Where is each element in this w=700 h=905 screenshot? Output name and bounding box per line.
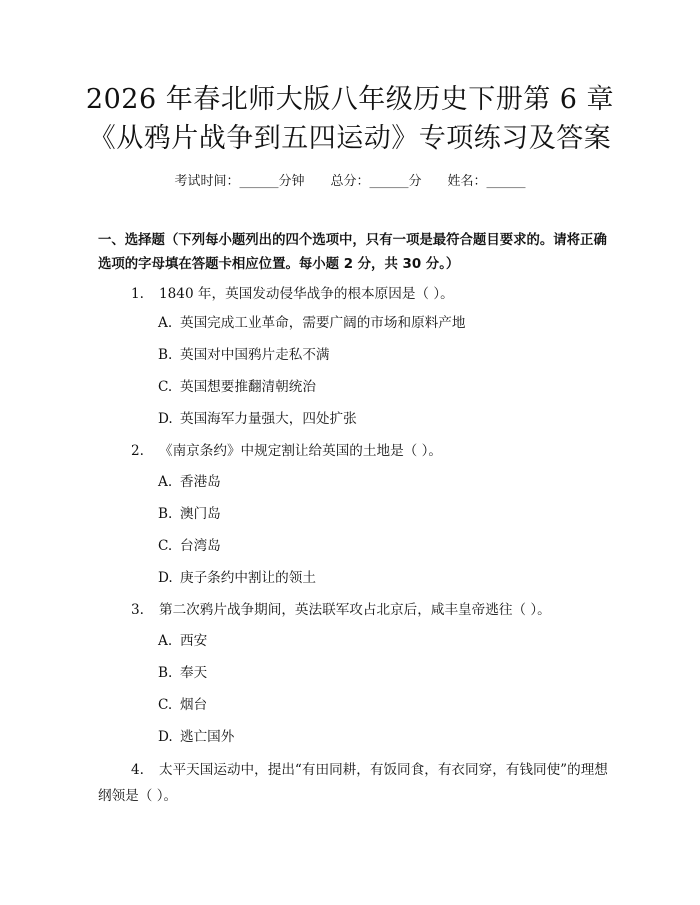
option-letter: D. — [158, 729, 173, 745]
question-1-option-a — [158, 313, 465, 333]
student-name-field: 姓名：______ — [447, 174, 526, 189]
document-title-line-1: 2026 年春北师大版八年级历史下册第 6 章 — [85, 84, 615, 115]
option-text: 英国海军力量强大，四处扩张 — [180, 411, 357, 427]
option-letter: B. — [158, 665, 173, 681]
question-3 — [131, 598, 609, 622]
total-score-field: 总分：______分 — [330, 174, 422, 189]
question-2 — [131, 439, 609, 463]
option-letter: A. — [158, 315, 173, 331]
option-letter: A. — [158, 474, 173, 490]
option-text: 烟台 — [180, 697, 208, 713]
question-number: 1. — [131, 286, 144, 302]
question-2-option-c — [158, 536, 221, 556]
question-3-option-d — [158, 727, 234, 747]
question-2-option-b — [158, 504, 221, 524]
option-text: 庚子条约中割让的领土 — [180, 570, 316, 586]
exam-info — [0, 170, 700, 189]
question-number: 3. — [131, 602, 144, 618]
question-text: 《南京条约》中规定割让给英国的土地是（ ）。 — [159, 443, 442, 459]
option-letter: C. — [158, 538, 173, 554]
question-1-option-d — [158, 409, 357, 429]
option-text: 英国想要推翻清朝统治 — [180, 379, 316, 395]
option-text: 台湾岛 — [180, 538, 221, 554]
option-text: 香港岛 — [180, 474, 221, 490]
option-letter: B. — [158, 347, 173, 363]
question-number: 4. — [131, 762, 144, 778]
question-3-option-a — [158, 631, 207, 651]
question-4 — [98, 757, 608, 809]
option-letter: C. — [158, 379, 173, 395]
option-letter: C. — [158, 697, 173, 713]
option-text: 逃亡国外 — [180, 729, 235, 745]
question-2-option-d — [158, 568, 316, 588]
option-text: 奉天 — [180, 665, 208, 681]
question-text: 太平天国运动中，提出“有田同耕，有饭同食，有衣同穿，有钱同使”的理想纲领是（ ）。 — [98, 762, 608, 804]
question-1-option-b — [158, 345, 330, 365]
question-text: 1840 年，英国发动侵华战争的根本原因是（ ）。 — [159, 286, 454, 302]
option-letter: D. — [158, 570, 173, 586]
option-text: 澳门岛 — [180, 506, 221, 522]
question-1 — [131, 282, 609, 306]
option-text: 西安 — [180, 633, 208, 649]
question-text: 第二次鸦片战争期间，英法联军攻占北京后，咸丰皇帝逃往（ ）。 — [159, 602, 551, 618]
option-letter: D. — [158, 411, 173, 427]
option-text: 英国对中国鸦片走私不满 — [180, 347, 330, 363]
section-heading: 一、选择题（下列每小题列出的四个选项中，只有一项是最符合题目要求的。请将正确选项的字母填在答题卡相应位置。每小题 2 分，共 30 分。） — [98, 233, 607, 272]
question-3-option-b — [158, 663, 207, 683]
option-text: 英国完成工业革命，需要广阔的市场和原料产地 — [180, 315, 466, 331]
question-number: 2. — [131, 443, 144, 459]
question-1-option-c — [158, 377, 316, 397]
document-title-line-2: 《从鸦片战争到五四运动》专项练习及答案 — [88, 123, 612, 154]
exam-time-field: 考试时间：______分钟 — [174, 174, 305, 189]
question-3-option-c — [158, 695, 207, 715]
question-2-option-a — [158, 472, 221, 492]
option-letter: A. — [158, 633, 173, 649]
option-letter: B. — [158, 506, 173, 522]
